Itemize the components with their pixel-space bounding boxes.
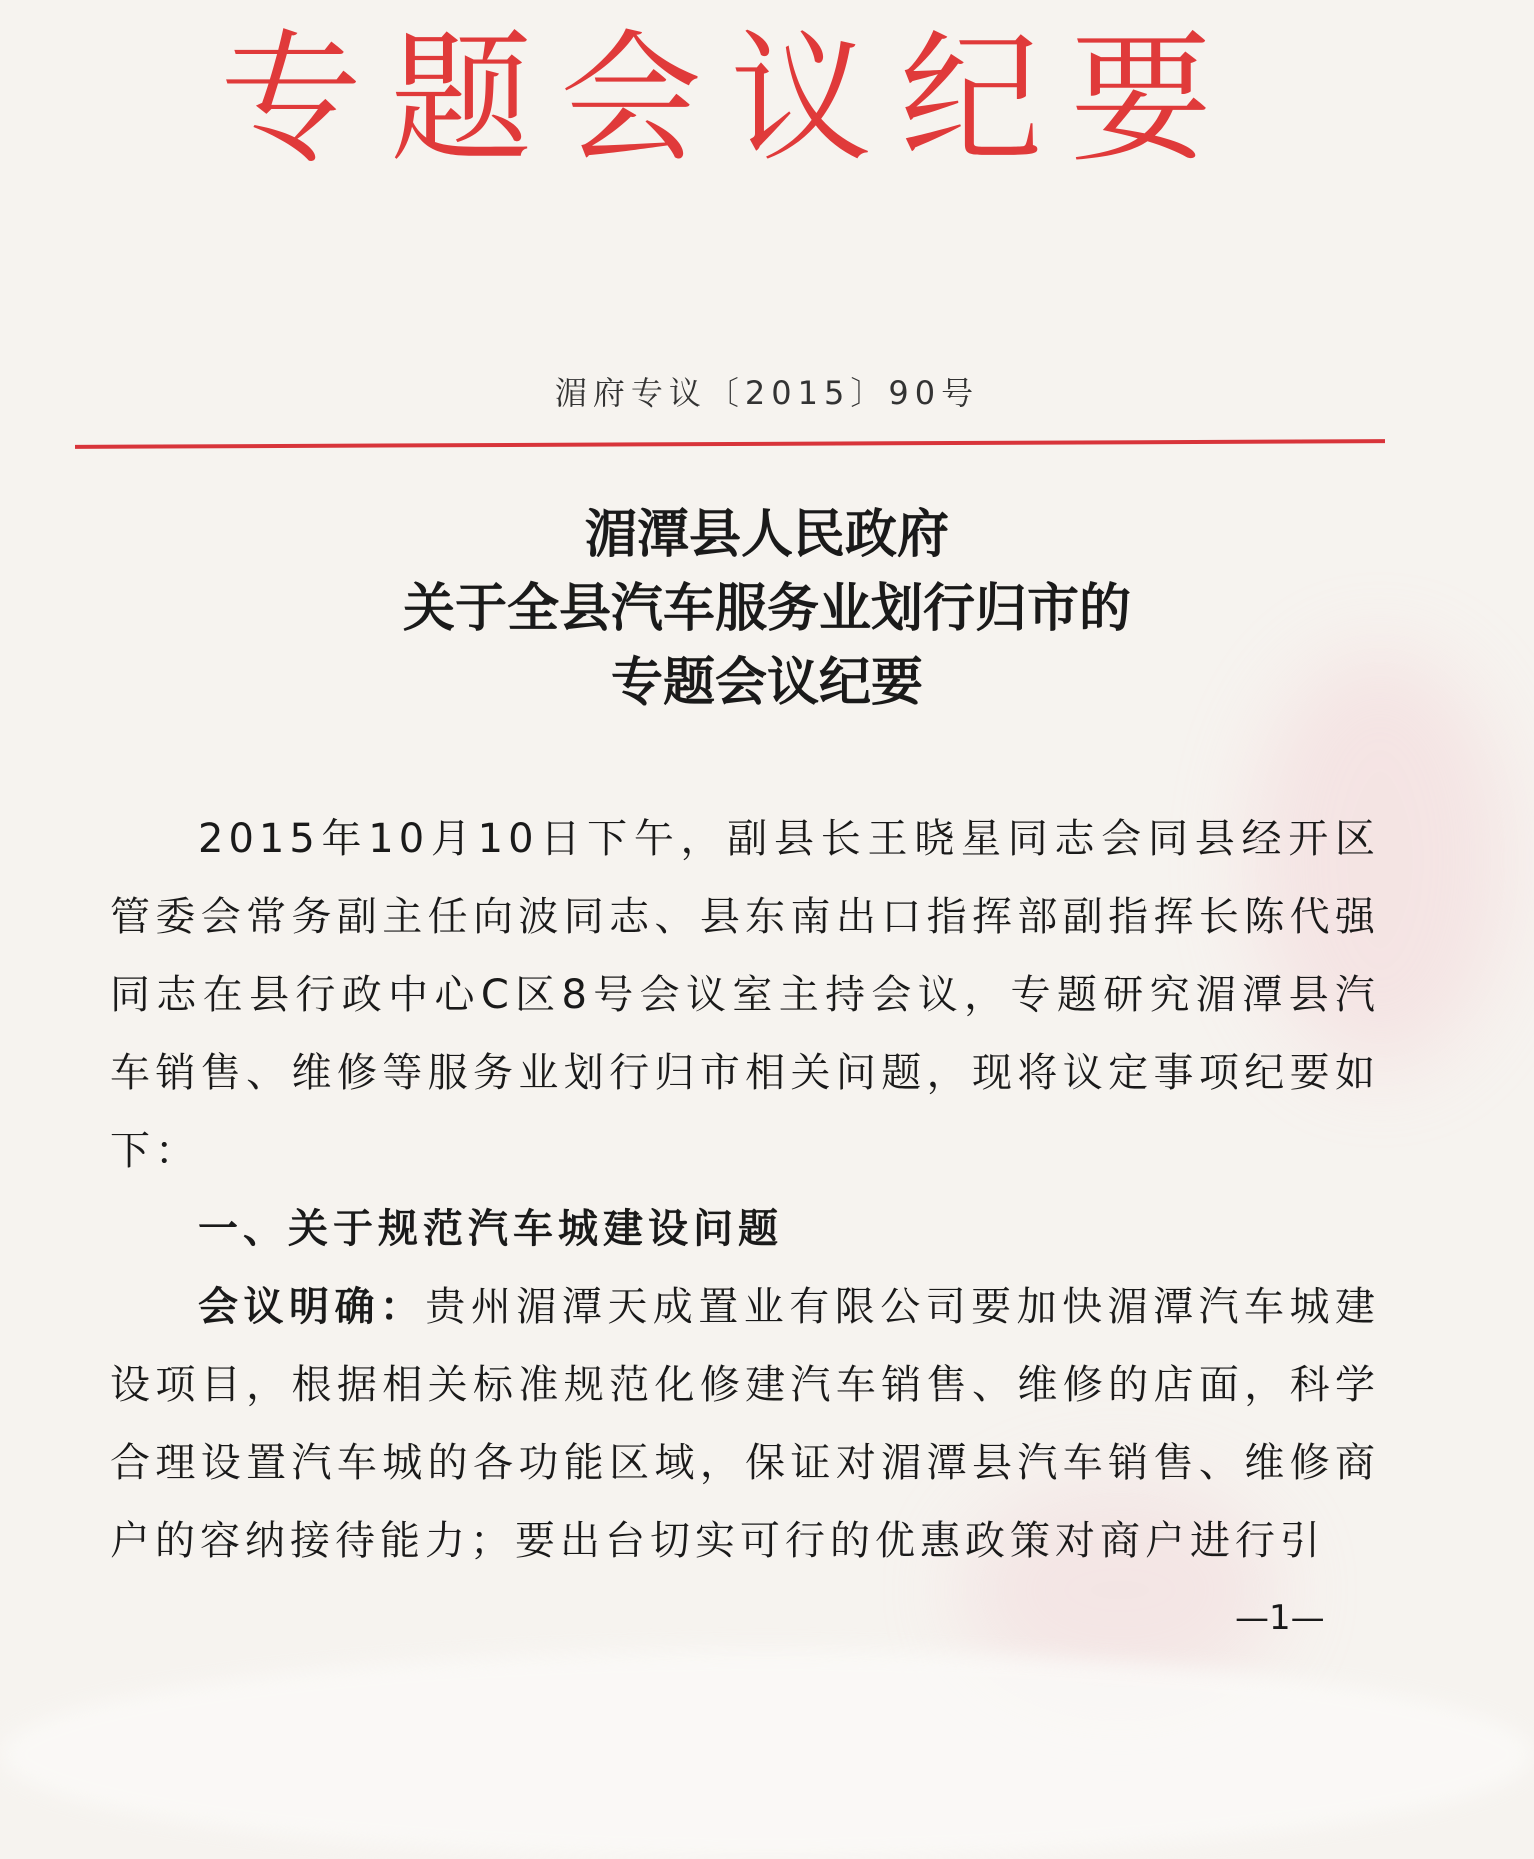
red-separator-line bbox=[75, 439, 1385, 449]
section-paragraph-1 bbox=[110, 1268, 1380, 1580]
scan-bottom-fade bbox=[0, 1650, 1534, 1859]
intro-paragraph: 2015年10月10日下午，副县长王晓星同志会同县经开区管委会常务副主任向波同志、县东南出口指挥部副指挥长陈代强同志在县行政中心C区8号会议室主持会议，专题研究湄潭县汽车销售、维修等服务业划行归市相关问题，现将议定事项纪要如下： bbox=[110, 816, 1380, 1174]
section-heading-1: 一、关于规范汽车城建设问题 bbox=[198, 1206, 783, 1252]
title-line-2: 关于全县汽车服务业划行归市的 bbox=[402, 579, 1131, 639]
title-line-3: 专题会议纪要 bbox=[610, 653, 923, 713]
paragraph-lead: 会议明确： bbox=[198, 1284, 426, 1330]
document-number: 湄府专议〔2015〕90号 bbox=[554, 374, 980, 412]
page-number: —1— bbox=[1235, 1598, 1325, 1638]
title-line-1: 湄潭县人民政府 bbox=[584, 505, 949, 565]
red-masthead: 专题会议纪要 bbox=[220, 17, 1240, 182]
document-body bbox=[110, 800, 1380, 1580]
paragraph-text: 贵州湄潭天成置业有限公司要加快湄潭汽车城建设项目，根据相关标准规范化修建汽车销售、维修的店面，科学合理设置汽车城的各功能区域，保证对湄潭县汽车销售、维修商户的容纳接待能力；要出台切实可行的优惠政策对商户进行引 bbox=[110, 1284, 1381, 1564]
document-title bbox=[0, 498, 1534, 720]
